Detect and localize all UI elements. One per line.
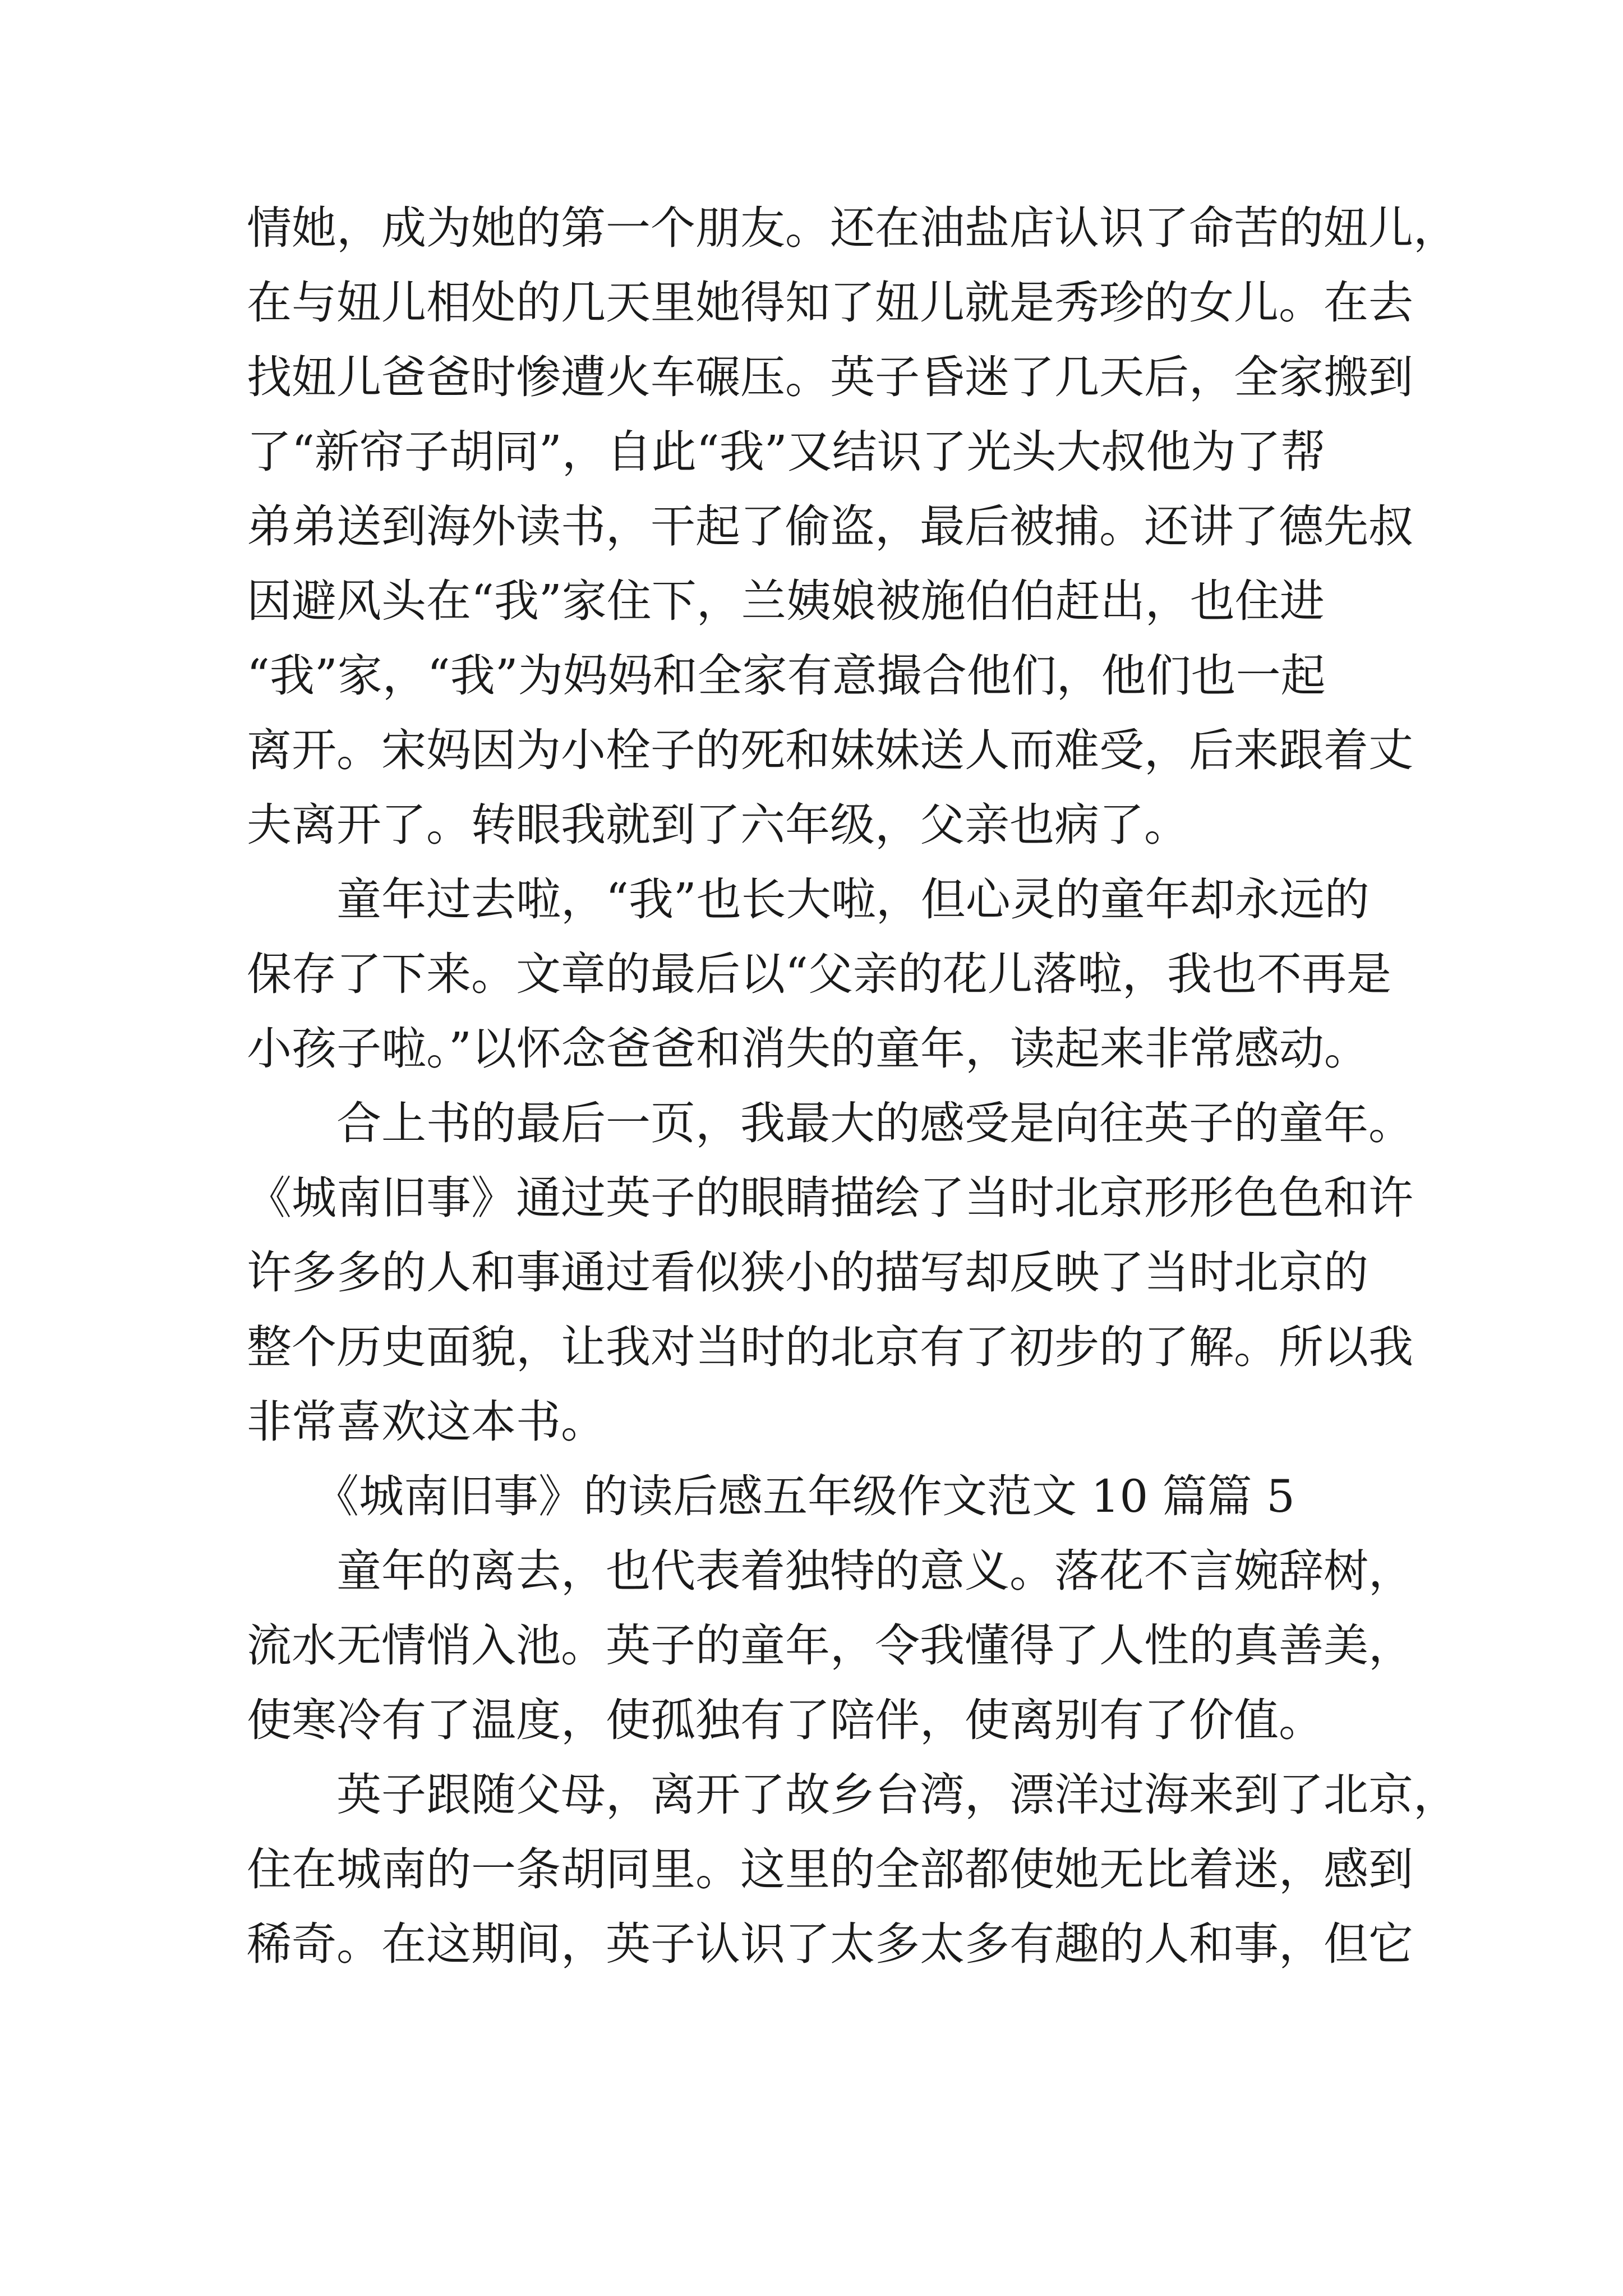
text-line: 使寒冷有了温度，使孤独有了陪伴，使离别有了价值。 (247, 1694, 1324, 1746)
text-line: 住在城南的一条胡同里。这里的全部都使她无比着迷，感到 (247, 1843, 1413, 1895)
text-line: 童年过去啦，“我”也长大啦，但心灵的童年却永远的 (247, 873, 1370, 926)
section-heading: 《城南旧事》的读后感五年级作文范文 10 篇篇 5 (247, 1470, 1295, 1522)
text-line: 流水无情悄入池。英子的童年，令我懂得了人性的真善美， (247, 1619, 1413, 1672)
text-line: 找妞儿爸爸时惨遭火车碾压。英子昏迷了几天后，全家搬到 (247, 351, 1413, 403)
text-line: 夫离开了。转眼我就到了六年级，父亲也病了。 (247, 799, 1189, 851)
text-line: 《城南旧事》通过英子的眼睛描绘了当时北京形形色色和许 (247, 1172, 1413, 1224)
text-line: 童年的离去，也代表着独特的意义。落花不言婉辞树， (247, 1545, 1413, 1597)
text-line: “我”家，“我”为妈妈和全家有意撮合他们，他们也一起 (247, 650, 1326, 702)
text-line: 英子跟随父母，离开了故乡台湾，漂洋过海来到了北京， (247, 1769, 1458, 1821)
text-line: 非常喜欢这本书。 (247, 1396, 606, 1448)
text-line: 离开。宋妈因为小栓子的死和妹妹送人而难受，后来跟着丈 (247, 724, 1413, 776)
text-line: 合上书的最后一页，我最大的感受是向往英子的童年。 (247, 1097, 1413, 1149)
text-line: 在与妞儿相处的几天里她得知了妞儿就是秀珍的女儿。在去 (247, 277, 1413, 329)
text-line: 因避风头在“我”家住下，兰姨娘被施伯伯赶出，也住进 (247, 575, 1325, 627)
text-line: 小孩子啦。”以怀念爸爸和消失的童年，读起来非常感动。 (247, 1023, 1369, 1075)
text-line: 整个历史面貌，让我对当时的北京有了初步的了解。所以我 (247, 1321, 1413, 1373)
text-line: 了“新帘子胡同”，自此“我”又结识了光头大叔他为了帮 (247, 426, 1326, 478)
text-line: 保存了下来。文章的最后以“父亲的花儿落啦，我也不再是 (247, 948, 1391, 1000)
text-line: 稀奇。在这期间，英子认识了太多太多有趣的人和事，但它 (247, 1918, 1413, 1970)
text-line: 弟弟送到海外读书，干起了偷盗，最后被捕。还讲了德先叔 (247, 500, 1413, 553)
document-body (247, 191, 1458, 1981)
text-line: 情她，成为她的第一个朋友。还在油盐店认识了命苦的妞儿， (247, 202, 1458, 254)
text-line: 许多多的人和事通过看似狭小的描写却反映了当时北京的 (247, 1246, 1368, 1299)
